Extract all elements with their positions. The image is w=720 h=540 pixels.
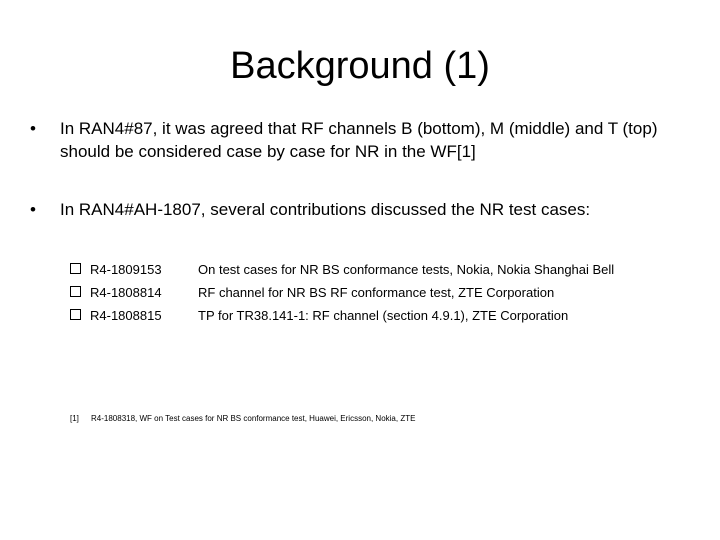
contribution-item	[70, 304, 690, 327]
checkbox-icon	[70, 263, 81, 274]
bullet-ran4-ah-1807	[30, 198, 680, 221]
footnote-ref: [1]	[70, 414, 79, 423]
bullet-ran4-87	[30, 117, 680, 163]
contribution-code: R4-1808814	[90, 285, 162, 300]
contribution-description: RF channel for NR BS RF conformance test, ZTE Corporation	[198, 285, 555, 300]
checkbox-icon	[70, 286, 81, 297]
bullet-text: In RAN4#87, it was agreed that RF channels B (bottom), M (middle) and T (top) should be considered case by case for NR in the WF[1]	[60, 119, 658, 161]
bullet-marker: •	[30, 119, 36, 138]
contribution-item	[70, 281, 690, 304]
contribution-description: TP for TR38.141-1: RF channel (section 4.9.1), ZTE Corporation	[198, 308, 569, 323]
contribution-item	[70, 258, 690, 281]
footnote-text: R4-1808318, WF on Test cases for NR BS conformance test, Huawei, Ericsson, Nokia, ZTE	[91, 414, 416, 423]
contribution-list	[70, 258, 690, 327]
checkbox-icon	[70, 309, 81, 320]
slide-title: Background (1)	[230, 45, 490, 87]
bullet-text: In RAN4#AH-1807, several contributions discussed the NR test cases:	[60, 200, 591, 219]
contribution-code: R4-1809153	[90, 262, 162, 277]
contribution-description: On test cases for NR BS conformance tests, Nokia, Nokia Shanghai Bell	[198, 262, 615, 277]
bullet-marker: •	[30, 200, 36, 219]
contribution-code: R4-1808815	[90, 308, 162, 323]
